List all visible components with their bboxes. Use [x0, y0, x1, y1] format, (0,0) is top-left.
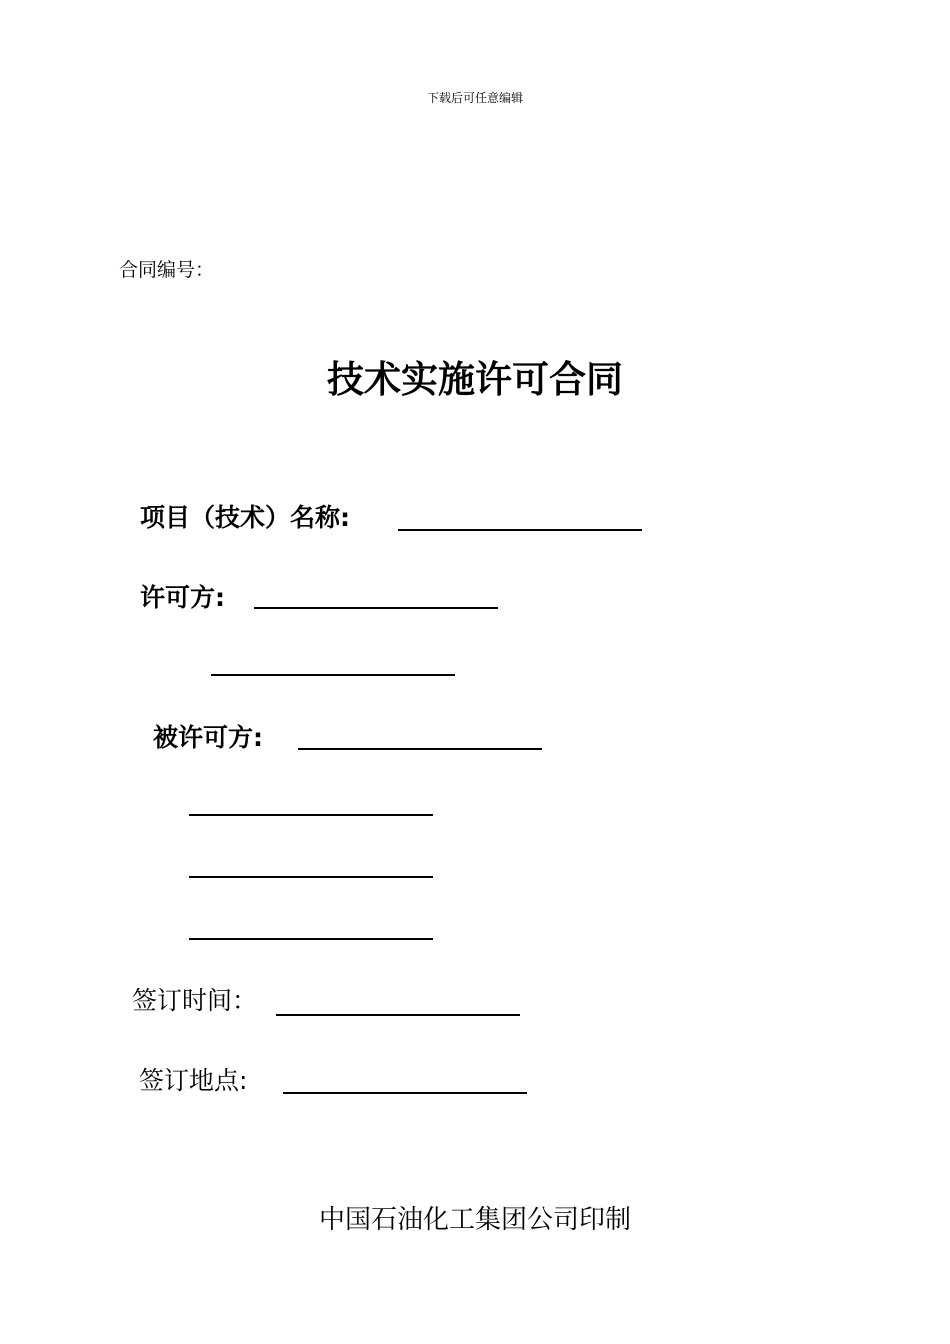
- project-name-blank[interactable]: [398, 529, 642, 531]
- licensor-blank[interactable]: [254, 607, 498, 609]
- contract-number-label: 合同编号：: [119, 259, 215, 281]
- document-title: 技术实施许可合同: [327, 358, 623, 401]
- licensor-label: 许可方:: [140, 583, 225, 612]
- header-note: 下载后可任意编辑: [426, 91, 523, 105]
- footer-organization: 中国石油化工集团公司印制: [318, 1205, 631, 1235]
- sign-place-label: 签订地点:: [139, 1066, 248, 1095]
- licensee-blank-line-4[interactable]: [189, 938, 433, 940]
- licensee-label: 被许可方:: [153, 723, 263, 752]
- sign-date-blank[interactable]: [276, 1014, 520, 1016]
- sign-date-label: 签订时间：: [132, 986, 258, 1015]
- project-name-label: 项目（技术）名称:: [140, 503, 350, 532]
- licensor-blank-line-2[interactable]: [211, 674, 455, 676]
- licensee-blank[interactable]: [298, 748, 542, 750]
- licensee-blank-line-2[interactable]: [189, 814, 433, 816]
- sign-place-blank[interactable]: [283, 1092, 527, 1094]
- licensee-blank-line-3[interactable]: [189, 876, 433, 878]
